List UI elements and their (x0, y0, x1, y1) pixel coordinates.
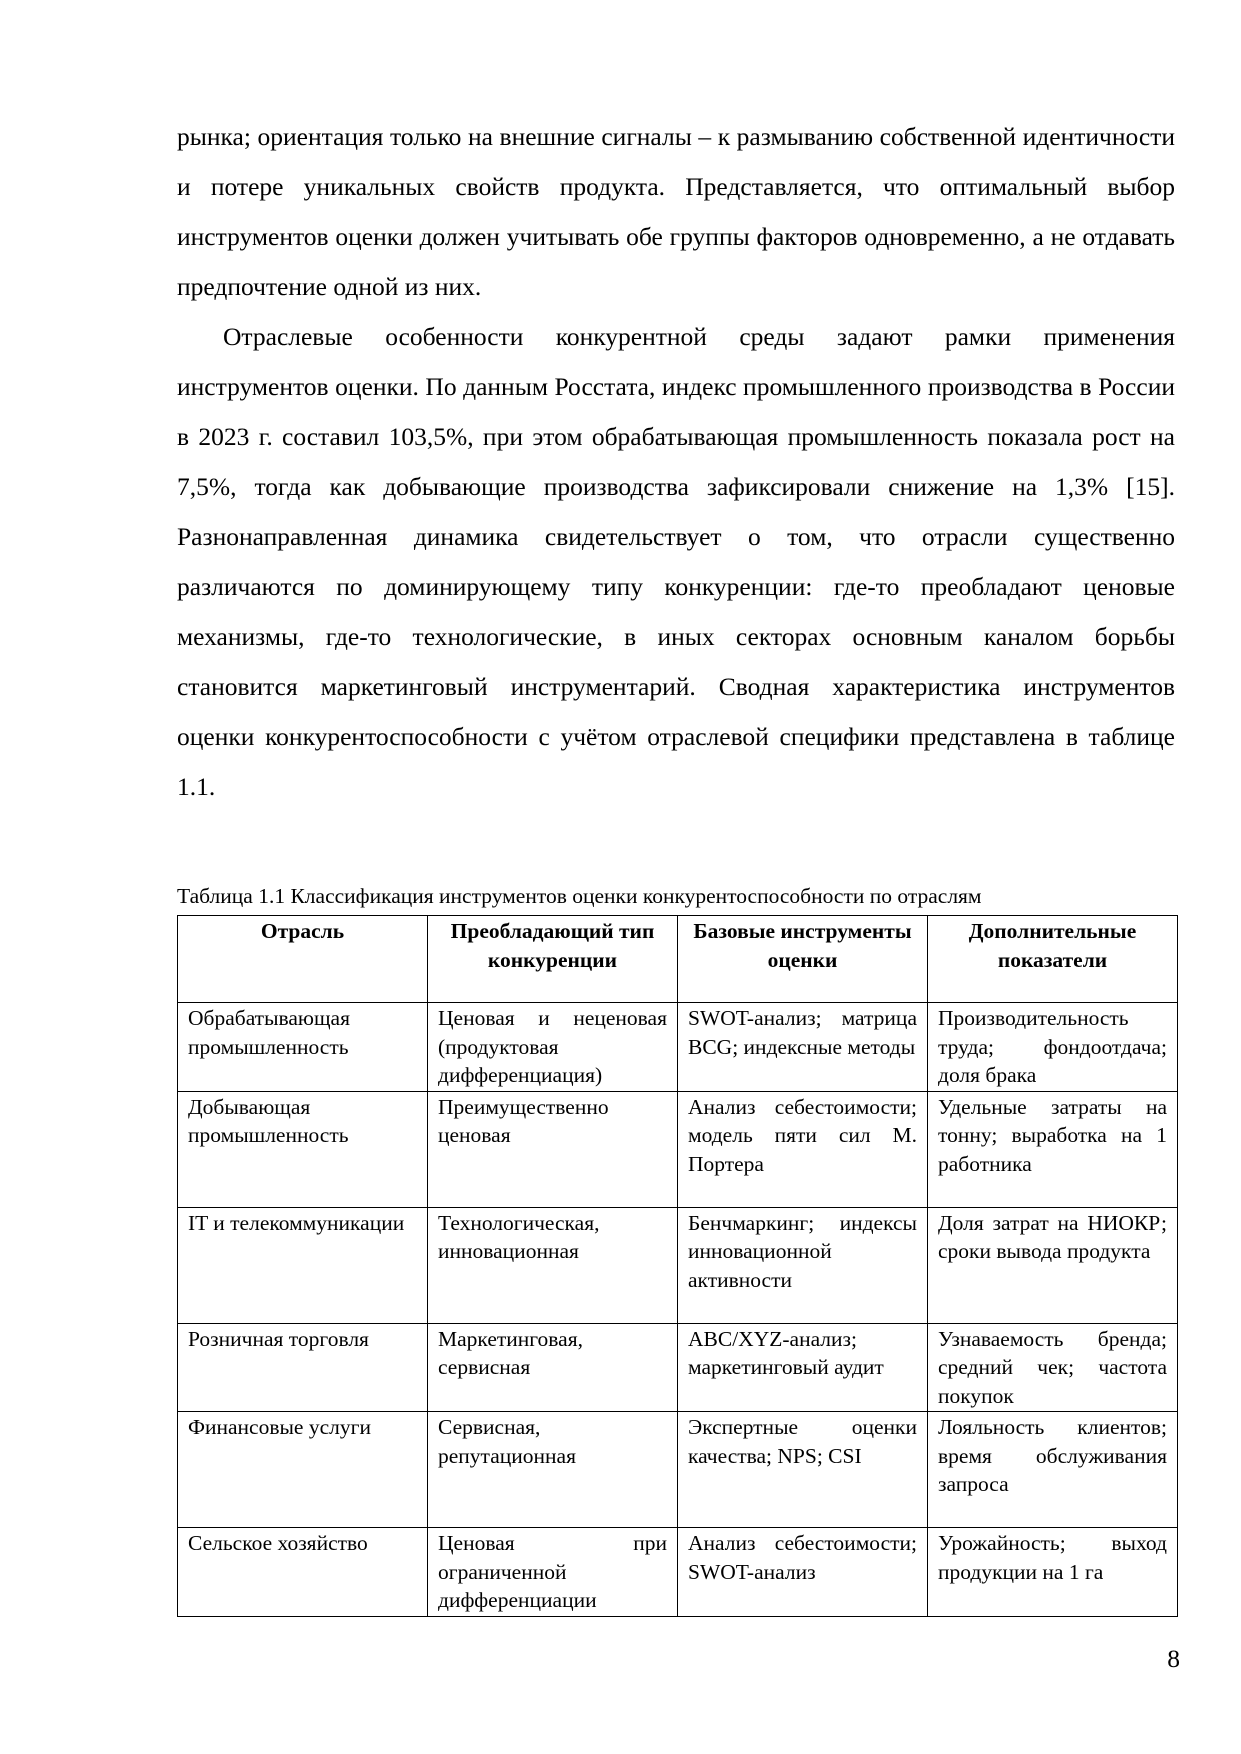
table-cell: Финансовые услуги (178, 1412, 428, 1528)
table-row (178, 1207, 1178, 1323)
table-row (178, 1528, 1178, 1617)
table-cell: Лояльность клиентов; время обслуживания запроса (928, 1412, 1178, 1528)
table-cell: SWOT-анализ; матрица BCG; индексные методы (678, 1003, 928, 1092)
table-row (178, 1323, 1178, 1412)
table-cell: Производительность труда; фондоотдача; доля брака (928, 1003, 1178, 1092)
body-text (177, 112, 1175, 812)
header-base-tools: Базовые инструменты оценки (678, 916, 928, 1003)
table-cell: Розничная торговля (178, 1323, 428, 1412)
table-cell: Экспертные оценки качества; NPS; CSI (678, 1412, 928, 1528)
table-cell: Удельные затраты на тонну; выработка на 1 работника (928, 1091, 1178, 1207)
header-industry: Отрасль (178, 916, 428, 1003)
table-caption: Таблица 1.1 Классификация инструментов оценки конкурентоспособности по отраслям (177, 884, 982, 908)
table-cell: Маркетинговая, сервисная (428, 1323, 678, 1412)
table-cell: Доля затрат на НИОКР; сроки вывода продукта (928, 1207, 1178, 1323)
table-cell: Обрабатывающая промышленность (178, 1003, 428, 1092)
table-cell: Бенчмаркинг; индексы инновационной активности (678, 1207, 928, 1323)
table-cell: Анализ себестоимости; SWOT-анализ (678, 1528, 928, 1617)
table-cell: Сервисная, репутационная (428, 1412, 678, 1528)
table-row (178, 1091, 1178, 1207)
table-header-row (178, 916, 1178, 1003)
paragraph-continuation: рынка; ориентация только на внешние сигналы – к размыванию собственной идентичности и потере уникальных свойств продукта. Представляется, что оптимальный выбор инструментов оценки должен учитывать обе группы факторов одновременно, а не отдавать предпочтение одной из них. (177, 122, 1175, 301)
table-cell: Узнаваемость бренда; средний чек; частота покупок (928, 1323, 1178, 1412)
table-row (178, 1003, 1178, 1092)
table-cell: Преимущественно ценовая (428, 1091, 678, 1207)
table-cell: ABC/XYZ-анализ; маркетинговый аудит (678, 1323, 928, 1412)
classification-table (177, 915, 1178, 1617)
header-competition-type: Преобладающий тип конкуренции (428, 916, 678, 1003)
table-cell: Технологическая, инновационная (428, 1207, 678, 1323)
paragraph-industry-specifics: Отраслевые особенности конкурентной среды задают рамки применения инструментов оценки. По данным Росстата, индекс промышленного производства в России в 2023 г. составил 103,5%, при этом обрабатывающая промышленность показала рост на 7,5%, тогда как добывающие производства зафиксировали снижение на 1,3% [15]. Разнонаправленная динамика свидетельствует о том, что отрасли существенно различаются по доминирующему типу конкуренции: где-то преобладают ценовые механизмы, где-то технологические, в иных секторах основным каналом борьбы становится маркетинговый инструментарий. Сводная характеристика инструментов оценки конкурентоспособности с учётом отраслевой специфики представлена в таблице 1.1. (177, 322, 1175, 801)
table-cell: Урожайность; выход продукции на 1 га (928, 1528, 1178, 1617)
table-cell: Добывающая промышленность (178, 1091, 428, 1207)
table-cell: Ценовая и неценовая (продуктовая дифференциация) (428, 1003, 678, 1092)
table-cell: Анализ себестоимости; модель пяти сил М. Портера (678, 1091, 928, 1207)
table-cell: Сельское хозяйство (178, 1528, 428, 1617)
table-cell: Ценовая при ограниченной дифференциации (428, 1528, 678, 1617)
table-cell: IT и телекоммуникации (178, 1207, 428, 1323)
page-number: 8 (1167, 1644, 1180, 1673)
header-additional-indicators: Дополнительные показатели (928, 916, 1178, 1003)
table-row (178, 1412, 1178, 1528)
